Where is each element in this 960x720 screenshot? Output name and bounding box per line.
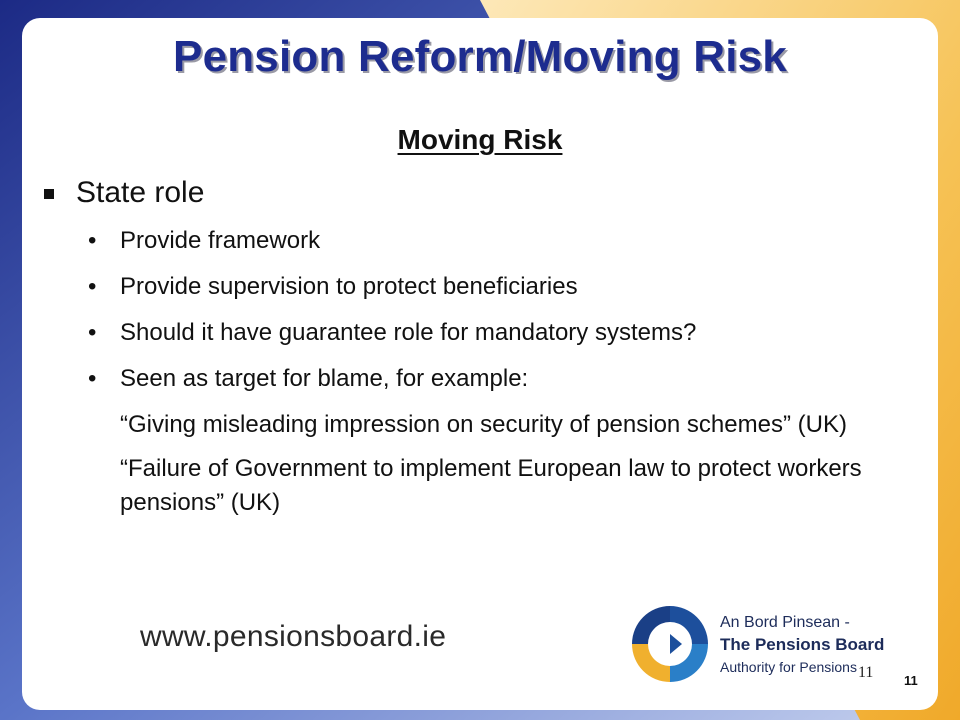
quote-text: “Giving misleading impression on security of pension schemes” (UK) — [120, 411, 847, 438]
bullet-item — [88, 224, 908, 258]
pensions-board-logo-icon — [622, 596, 718, 692]
dot-bullet-icon: • — [88, 365, 97, 392]
bullet-list — [88, 224, 908, 530]
square-bullet-icon — [44, 189, 54, 199]
bullet-item — [88, 270, 908, 304]
quote-text: “Failure of Government to implement European law to protect workers pensions” (UK) — [120, 455, 862, 516]
dot-bullet-icon: • — [88, 227, 97, 254]
website-url: www.pensionsboard.ie — [140, 620, 447, 653]
page-number-bold: 11 — [904, 673, 918, 688]
org-line-2: The Pensions Board — [720, 635, 885, 654]
bullet-text: Should it have guarantee role for mandatory systems? — [120, 319, 697, 346]
level1-text: State role — [76, 176, 205, 209]
bullet-item — [88, 362, 908, 396]
slide-title: Pension Reform/Moving Risk — [173, 32, 787, 81]
dot-bullet-icon: • — [88, 319, 97, 346]
org-line-1: An Bord Pinsean - — [720, 614, 850, 631]
org-line-3: Authority for Pensions — [720, 659, 857, 675]
level1-bullet — [44, 176, 204, 210]
bullet-item — [88, 316, 908, 350]
slide-subtitle: Moving Risk — [397, 124, 563, 155]
bullet-text: Provide supervision to protect beneficiaries — [120, 273, 578, 300]
bullet-text: Seen as target for blame, for example: — [120, 365, 529, 392]
bullet-text: Provide framework — [120, 227, 321, 254]
dot-bullet-icon: • — [88, 273, 97, 300]
page-number: 11 — [858, 664, 874, 681]
